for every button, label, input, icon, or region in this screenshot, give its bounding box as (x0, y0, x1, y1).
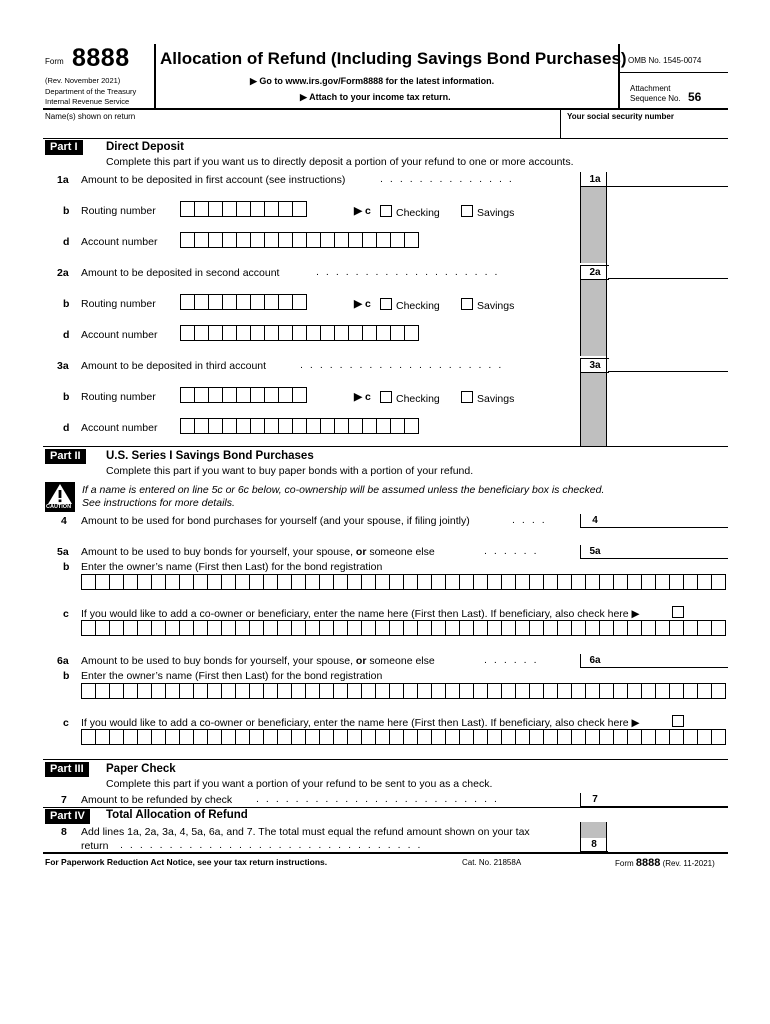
part-3-intro: Complete this part if you want a portion of your refund to be sent to you as a check. (106, 778, 493, 790)
checkbox-icon (461, 205, 473, 217)
line-7-amount[interactable] (608, 792, 728, 807)
goto-instruction: ▶ Go to www.irs.gov/Form8888 for the latest information. (250, 76, 495, 86)
part-4-title: Total Allocation of Refund (106, 809, 248, 821)
part-2-intro: Complete this part if you want to buy paper bonds with a portion of your refund. (106, 465, 474, 477)
line-6b-name-boxes[interactable] (81, 683, 726, 699)
line-3a-label: Amount to be deposited in third account (81, 360, 267, 372)
line-2d-account-boxes[interactable] (180, 325, 419, 341)
checkbox-icon (380, 391, 392, 403)
ssn-label: Your social security number (567, 112, 674, 121)
line-1a-amount[interactable] (608, 172, 728, 187)
line-3d-label: Account number (81, 422, 158, 434)
line-3a-box: 3a (580, 358, 609, 373)
line-6c-label: If you would like to add a co-owner or beneficiary, enter the name here (First then Last). If beneficiary, also check here ▶ (81, 717, 640, 729)
part-3-title: Paper Check (106, 763, 176, 775)
line-2a-box: 2a (580, 265, 609, 280)
form-title: Allocation of Refund (Including Savings Bond Purchases) (160, 49, 627, 68)
attachment-label: Attachment (630, 84, 671, 93)
line-3d-account-boxes[interactable] (180, 418, 419, 434)
line-3c-checking[interactable]: Checking (380, 391, 440, 405)
line-2b-routing-boxes[interactable] (180, 294, 307, 310)
line-5b-name-boxes[interactable] (81, 574, 726, 590)
line-3a-number: 3a (57, 360, 69, 372)
caution-icon (45, 482, 75, 512)
line-6b-label: Enter the owner’s name (First then Last) for the bond registration (81, 670, 383, 682)
line-6c-name-boxes[interactable] (81, 729, 726, 745)
part-4-badge: Part IV (45, 809, 90, 824)
part-1-intro: Complete this part if you want us to directly deposit a portion of your refund to one or more accounts. (106, 156, 574, 168)
paperwork-notice: For Paperwork Reduction Act Notice, see your tax return instructions. (45, 857, 328, 867)
line-5c-name-boxes[interactable] (81, 620, 726, 636)
footer-form-id: Form 8888 (Rev. 11-2021) (615, 857, 715, 869)
line-7-label: Amount to be refunded by check (81, 794, 233, 806)
part-3-badge: Part III (45, 762, 89, 777)
line-5c-beneficiary-checkbox[interactable] (672, 606, 684, 618)
attach-instruction: ▶ Attach to your income tax return. (300, 92, 451, 102)
catalog-number: Cat. No. 21858A (462, 858, 522, 867)
form-word: Form (45, 57, 64, 66)
line-7-box: 7 (580, 793, 609, 807)
line-6a-amount[interactable] (608, 653, 728, 668)
checkbox-icon (380, 298, 392, 310)
caution-text-1: If a name is entered on line 5c or 6c below, co-ownership will be assumed unless the beneficiary box is checked. (82, 484, 605, 496)
line-6c-beneficiary-checkbox[interactable] (672, 715, 684, 727)
agency: Internal Revenue Service (45, 97, 130, 106)
line-2c-checking[interactable]: Checking (380, 298, 440, 312)
line-8-box: 8 (580, 838, 608, 852)
caution-text-2: See instructions for more details. (82, 497, 235, 509)
line-1a-label: Amount to be deposited in first account (see instructions) (81, 174, 346, 186)
checkbox-icon (380, 205, 392, 217)
checkbox-icon (461, 298, 473, 310)
sequence-number: 56 (688, 90, 702, 104)
line-1c-checking[interactable]: Checking (380, 205, 440, 219)
omb-number: OMB No. 1545-0074 (628, 56, 702, 65)
sequence-label: Sequence No. (630, 94, 681, 103)
line-5a-amount[interactable] (608, 544, 728, 559)
line-1a-number: 1a (57, 174, 69, 186)
line-2a-number: 2a (57, 267, 69, 279)
form-number: 8888 (72, 44, 130, 72)
line-4-box: 4 (580, 514, 609, 528)
line-1c-savings[interactable]: Savings (461, 205, 514, 219)
line-3c-savings[interactable]: Savings (461, 391, 514, 405)
line-1a-box: 1a (580, 173, 609, 187)
line-4-amount[interactable] (608, 513, 728, 528)
line-2a-label: Amount to be deposited in second account (81, 267, 280, 279)
line-1b-label: Routing number (81, 205, 156, 217)
line-3a-amount[interactable] (608, 357, 728, 372)
line-8-amount[interactable] (608, 838, 728, 851)
names-label: Name(s) shown on return (45, 112, 136, 121)
line-2c-savings[interactable]: Savings (461, 298, 514, 312)
line-1d-account-boxes[interactable] (180, 232, 419, 248)
line-2d-label: Account number (81, 329, 158, 341)
line-8-label-1: Add lines 1a, 2a, 3a, 4, 5a, 6a, and 7. The total must equal the refund amount shown on your tax (81, 826, 530, 838)
line-4-label: Amount to be used for bond purchases for yourself (and your spouse, if filing jointly) (81, 515, 470, 527)
line-7-number: 7 (61, 794, 67, 806)
caution-label: CAUTION (46, 504, 72, 510)
line-5b-label: Enter the owner’s name (First then Last) for the bond registration (81, 561, 383, 573)
line-8-label-2: return (81, 840, 109, 852)
line-5a-number: 5a (57, 546, 69, 558)
part-1-title: Direct Deposit (106, 141, 184, 153)
line-8-number: 8 (61, 826, 67, 838)
line-1b-routing-boxes[interactable] (180, 201, 307, 217)
part-1-badge: Part I (45, 140, 83, 155)
department: Department of the Treasury (45, 87, 137, 96)
line-6a-label: Amount to be used to buy bonds for yourself, your spouse, or someone else (81, 655, 435, 667)
line-5a-label: Amount to be used to buy bonds for yourself, your spouse, or someone else (81, 546, 435, 558)
checkbox-icon (461, 391, 473, 403)
line-6a-number: 6a (57, 655, 69, 667)
line-4-number: 4 (61, 515, 67, 527)
line-6a-box: 6a (580, 654, 609, 668)
line-5a-box: 5a (580, 545, 609, 559)
part-2-title: U.S. Series I Savings Bond Purchases (106, 450, 314, 462)
line-2a-amount[interactable] (608, 264, 728, 279)
names-field[interactable] (45, 122, 555, 137)
line-2b-label: Routing number (81, 298, 156, 310)
line-3b-routing-boxes[interactable] (180, 387, 307, 403)
revision-date: (Rev. November 2021) (45, 76, 121, 85)
part-2-badge: Part II (45, 449, 86, 464)
ssn-field[interactable] (565, 122, 725, 137)
line-3b-label: Routing number (81, 391, 156, 403)
line-5c-label: If you would like to add a co-owner or beneficiary, enter the name here (First then Last). If beneficiary, also check here ▶ (81, 608, 640, 620)
line-1d-label: Account number (81, 236, 158, 248)
